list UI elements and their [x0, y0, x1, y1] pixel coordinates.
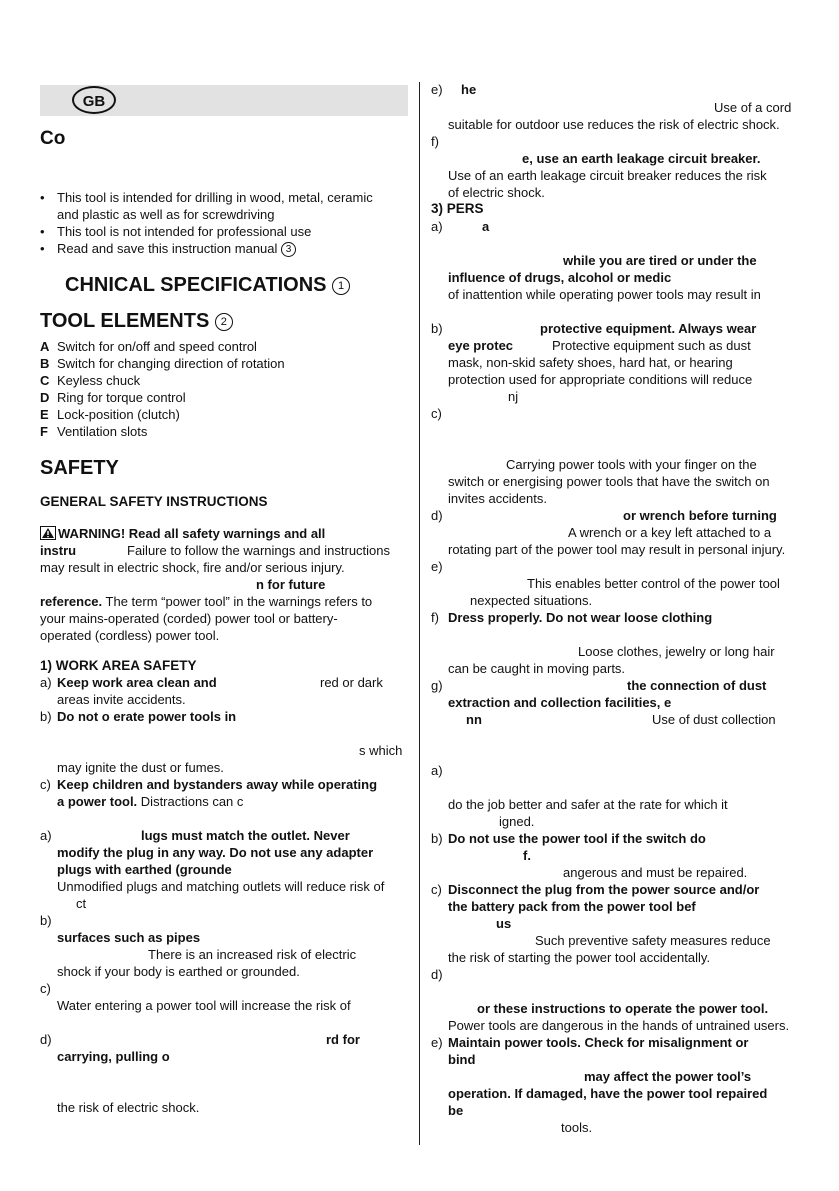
- item-text: A wrench or a key left attached to a: [568, 525, 772, 540]
- tech-specs-title-text: CHNICAL SPECIFICATIONS: [65, 274, 327, 296]
- warning-line: [40, 593, 372, 610]
- bullet-text: This tool is not intended for professional use: [57, 224, 312, 239]
- bullet-text-content: Read and save this instruction manual: [57, 241, 278, 256]
- item-text: mask, non-skid safety shoes, hard hat, or hearing: [448, 355, 733, 370]
- item-text: do the job better and safer at the rate for which it: [448, 797, 728, 812]
- item-label: e): [431, 82, 443, 97]
- warning-bold: reference.: [40, 594, 103, 609]
- personal-safety-title: 3) PERS: [431, 201, 484, 216]
- item-text: Disconnect the plug from the power source and/or: [448, 882, 760, 897]
- warning-text: The term “power tool” in the warnings refers to: [105, 594, 373, 609]
- item-text: switch or energising power tools that have the switch on: [448, 474, 770, 489]
- element-letter: D: [40, 390, 50, 405]
- item-text: red or dark: [320, 675, 383, 690]
- item-text: of inattention while operating power tools may result in: [448, 287, 761, 302]
- element-text: Switch for on/off and speed control: [57, 339, 257, 354]
- item-label: a): [431, 763, 443, 778]
- item-text: Unmodified plugs and matching outlets will reduce risk of: [57, 879, 385, 894]
- item-text: may ignite the dust or fumes.: [57, 760, 224, 775]
- item-label: f): [431, 134, 439, 149]
- item-text: s which: [359, 743, 403, 758]
- item-text: Carrying power tools with your finger on the: [506, 457, 757, 472]
- item-label: a): [431, 219, 443, 234]
- item-label: d): [431, 508, 443, 523]
- item-label: b): [431, 321, 443, 336]
- item-text: Maintain power tools. Check for misalignment or: [448, 1035, 749, 1050]
- item-text: or these instructions to operate the power tool.: [477, 1001, 769, 1016]
- item-text: rotating part of the power tool may result in personal injury.: [448, 542, 786, 557]
- figure-ref-badge: 3: [281, 242, 296, 257]
- element-letter: B: [40, 356, 50, 371]
- element-letter: F: [40, 424, 48, 439]
- item-text: us: [496, 916, 512, 931]
- item-text: or wrench before turning: [623, 508, 777, 523]
- item-text: rd for: [326, 1032, 360, 1047]
- item-text: protective equipment. Always wear: [540, 321, 757, 336]
- item-text: Loose clothes, jewelry or long hair: [578, 644, 775, 659]
- item-text: modify the plug in any way. Do not use any adapter: [57, 845, 374, 860]
- figure-ref-badge: 2: [215, 313, 233, 331]
- bullet-marker: •: [40, 241, 45, 256]
- item-text: e, use an earth leakage circuit breaker.: [522, 151, 761, 166]
- warning-text: WARNING! Read all safety warnings and all: [58, 526, 326, 541]
- item-text: invites accidents.: [448, 491, 547, 506]
- item-text: f.: [523, 848, 531, 863]
- item-text: operation. If damaged, have the power tool repaired: [448, 1086, 768, 1101]
- item-text: tools.: [561, 1120, 593, 1135]
- item-label: c): [40, 777, 51, 792]
- warning-line: Failure to follow the warnings and instructions: [127, 543, 391, 558]
- figure-ref-badge: 1: [332, 277, 350, 295]
- item-label: b): [40, 913, 52, 928]
- tech-specs-title: [65, 273, 350, 297]
- item-text-content: Distractions can c: [140, 794, 244, 809]
- item-text: shock if your body is earthed or grounded.: [57, 964, 300, 979]
- item-text: Dress properly. Do not wear loose clothing: [448, 610, 713, 625]
- item-label: d): [40, 1032, 52, 1047]
- item-label: a): [40, 828, 52, 843]
- element-text: Lock-position (clutch): [57, 407, 180, 422]
- warning-line: operated (cordless) power tool.: [40, 628, 220, 643]
- item-text: influence of drugs, alcohol or medic: [448, 270, 672, 285]
- item-text: protection used for appropriate conditions will reduce: [448, 372, 753, 387]
- bullet-marker: •: [40, 190, 45, 205]
- item-text: eye protec: [448, 338, 514, 353]
- item-text: bind: [448, 1052, 476, 1067]
- warning-line: instru: [40, 543, 77, 558]
- element-letter: A: [40, 339, 50, 354]
- section-heading: Co: [40, 128, 66, 149]
- item-label: b): [431, 831, 443, 846]
- bullet-text: This tool is intended for drilling in wood, metal, ceramic: [57, 190, 373, 205]
- item-text: Use of an earth leakage circuit breaker reduces the risk: [448, 168, 767, 183]
- item-text: carrying, pulling o: [57, 1049, 170, 1064]
- work-area-title: 1) WORK AREA SAFETY: [40, 658, 197, 673]
- item-text: ct: [76, 896, 87, 911]
- item-text: igned.: [499, 814, 535, 829]
- item-text: the battery pack from the power tool bef: [448, 899, 696, 914]
- item-text: he: [461, 82, 477, 97]
- element-text: Ring for torque control: [57, 390, 186, 405]
- item-text: a: [482, 219, 490, 234]
- item-text: areas invite accidents.: [57, 692, 186, 707]
- item-text: Use of dust collection: [652, 712, 776, 727]
- item-text: Water entering a power tool will increase the risk of: [57, 998, 351, 1013]
- warning-line: n for future: [256, 577, 326, 592]
- item-label: f): [431, 610, 439, 625]
- general-safety-title: GENERAL SAFETY INSTRUCTIONS: [40, 494, 268, 509]
- item-text: Power tools are dangerous in the hands of untrained users.: [448, 1018, 790, 1033]
- item-text: while you are tired or under the: [563, 253, 757, 268]
- item-text: Keep work area clean and: [57, 675, 217, 690]
- item-text: Protective equipment such as dust: [552, 338, 751, 353]
- warning-line: your mains-operated (corded) power tool or battery-: [40, 611, 338, 626]
- item-label: e): [431, 1035, 443, 1050]
- item-label: e): [431, 559, 443, 574]
- column-divider: [419, 82, 420, 1145]
- item-text: lugs must match the outlet. Never: [141, 828, 350, 843]
- item-text: nexpected situations.: [470, 593, 593, 608]
- element-text: Switch for changing direction of rotation: [57, 356, 285, 371]
- safety-title: SAFETY: [40, 457, 119, 479]
- item-text: the risk of starting the power tool accidentally.: [448, 950, 711, 965]
- item-text: Do not use the power tool if the switch do: [448, 831, 706, 846]
- element-text: Ventilation slots: [57, 424, 148, 439]
- item-text: can be caught in moving parts.: [448, 661, 626, 676]
- item-text: suitable for outdoor use reduces the risk of electric shock.: [448, 117, 780, 132]
- item-text: This enables better control of the power tool: [527, 576, 780, 591]
- item-text: surfaces such as pipes: [57, 930, 201, 945]
- item-label: c): [431, 882, 442, 897]
- item-text: Do not o erate power tools in: [57, 709, 237, 724]
- element-text: Keyless chuck: [57, 373, 141, 388]
- item-text: be: [448, 1103, 464, 1118]
- item-text: nj: [508, 389, 519, 404]
- item-label: c): [40, 981, 51, 996]
- item-label: d): [431, 967, 443, 982]
- bullet-text: [57, 240, 296, 257]
- language-badge: GB: [72, 86, 116, 114]
- item-text: the risk of electric shock.: [57, 1100, 200, 1115]
- item-text: nn: [466, 712, 482, 727]
- item-bold: a power tool.: [57, 794, 138, 809]
- item-text: There is an increased risk of electric: [148, 947, 357, 962]
- item-text: plugs with earthed (grounde: [57, 862, 232, 877]
- item-label: b): [40, 709, 52, 724]
- item-text: may affect the power tool’s: [584, 1069, 752, 1084]
- item-text: of electric shock.: [448, 185, 545, 200]
- tool-elements-title-text: TOOL ELEMENTS: [40, 310, 210, 332]
- item-text: Keep children and bystanders away while operating: [57, 777, 378, 792]
- item-label: g): [431, 678, 443, 693]
- tool-elements-title: [40, 309, 233, 333]
- element-letter: E: [40, 407, 49, 422]
- warning-line: may result in electric shock, fire and/or serious injury.: [40, 560, 345, 575]
- element-letter: C: [40, 373, 50, 388]
- item-label: a): [40, 675, 52, 690]
- item-text: the connection of dust: [627, 678, 767, 693]
- warning-icon: [40, 526, 56, 540]
- item-text: Such preventive safety measures reduce: [535, 933, 771, 948]
- warning-line: [40, 525, 325, 542]
- item-text: extraction and collection facilities, e: [448, 695, 672, 710]
- item-label: c): [431, 406, 442, 421]
- item-text: [57, 793, 243, 810]
- bullet-text: and plastic as well as for screwdriving: [57, 207, 275, 222]
- item-text: Use of a cord: [714, 100, 792, 115]
- item-text: angerous and must be repaired.: [563, 865, 748, 880]
- bullet-marker: •: [40, 224, 45, 239]
